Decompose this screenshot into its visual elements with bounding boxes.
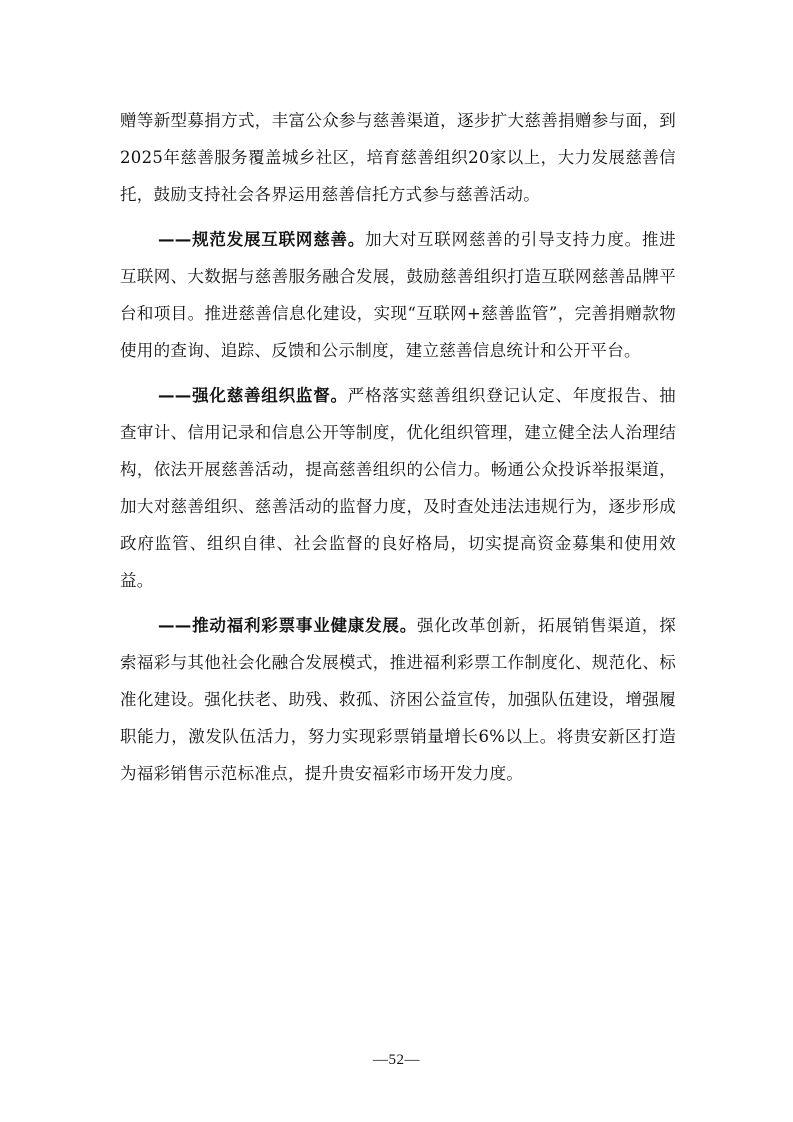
paragraph-charity-donation: [120, 102, 676, 213]
section-heading-charity-supervision: ——强化慈善组织监督。: [158, 386, 348, 405]
paragraph-welfare-lottery: [120, 607, 676, 792]
section-heading-internet-charity: ——规范发展互联网慈善。: [158, 230, 366, 249]
page-number: —52—: [373, 1052, 420, 1068]
paragraph-text: 加大对互联网慈善的引导支持力度。推进互联网、大数据与慈善服务融合发展，鼓励慈善组织打造互联网慈善品牌平台和项目。推进慈善信息化建设，实现“互联网+慈善监管”，完善捐赠款物使用的查询、追踪、反馈和公示制度，建立慈善信息统计和公开平台。: [120, 230, 676, 360]
paragraph-text: 赠等新型募捐方式，丰富公众参与慈善渠道，逐步扩大慈善捐赠参与面，到2025年慈善服务覆盖城乡社区，培育慈善组织20家以上，大力发展慈善信托，鼓励支持社会各界运用慈善信托方式参与慈善活动。: [120, 111, 676, 204]
paragraph-charity-supervision: [120, 377, 676, 599]
paragraph-text: 严格落实慈善组织登记认定、年度报告、抽查审计、信用记录和信息公开等制度，优化组织管理，建立健全法人治理结构，依法开展慈善活动，提高慈善组织的公信力。畅通公众投诉举报渠道，加大对慈善组织、慈善活动的监督力度，及时查处违法违规行为，逐步形成政府监管、组织自律、社会监督的良好格局，切实提高资金募集和使用效益。: [120, 386, 676, 590]
paragraph-internet-charity: [120, 221, 676, 369]
body-text: [120, 102, 676, 800]
section-heading-welfare-lottery: ——推动福利彩票事业健康发展。: [158, 616, 417, 635]
paragraph-text: 强化改革创新，拓展销售渠道，探索福彩与其他社会化融合发展模式，推进福利彩票工作制度化、规范化、标准化建设。强化扶老、助残、救孤、济困公益宣传，加强队伍建设，增强履职能力，激发队伍活力，努力实现彩票销量增长6%以上。将贵安新区打造为福彩销售示范标准点，提升贵安福彩市场开发力度。: [120, 616, 676, 783]
